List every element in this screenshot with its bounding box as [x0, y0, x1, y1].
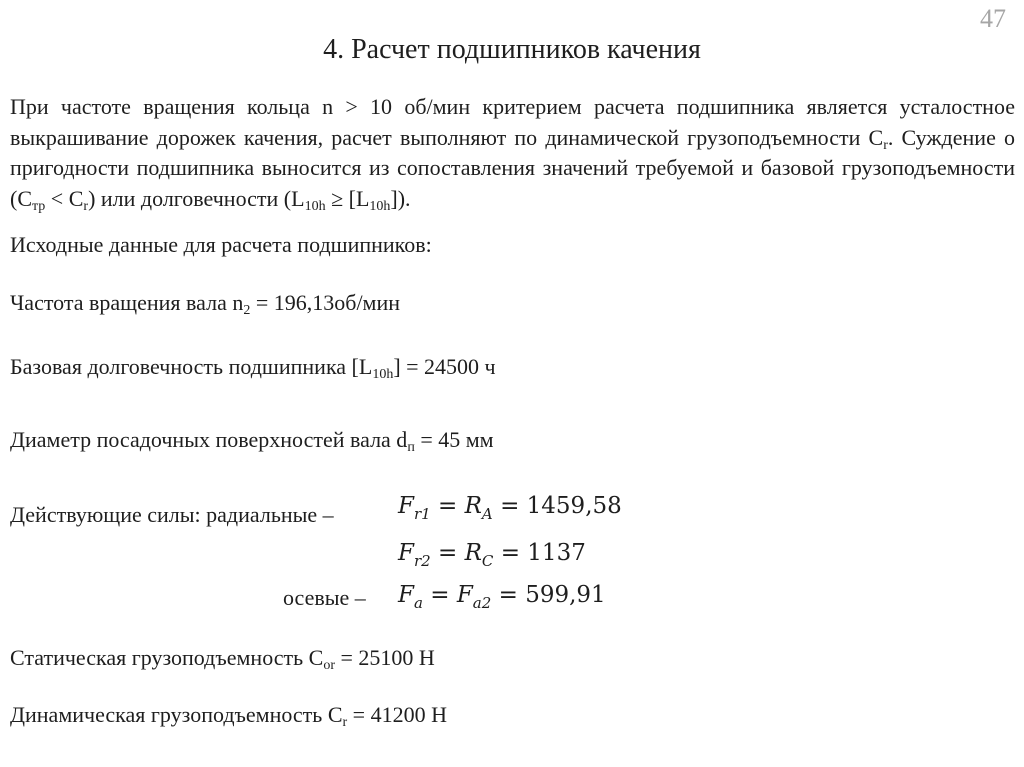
static-capacity-line: Статическая грузоподъемность $C_{or} = 25100$ Н	[10, 645, 435, 673]
page-title: 4. Расчет подшипников качения	[323, 34, 701, 65]
dynamic-capacity-line: Динамическая грузоподъемность $C_r = 41200$ Н	[10, 702, 447, 730]
formula-fr1: $F_{r1} = R_A = 1459,58$	[398, 493, 622, 523]
intro-paragraph: При частоте вращения кольца n > 10 об/мин критерием расчета подшипника является усталостное выкрашивание дорожек качения, расчет выполняют по динамической грузоподъемности $C_r$. Суждение о пригодности подшипника выносится из сопоставления значений требуемой и базовой грузоподъемности $(C_{тр} < C_r)$ или долговечности $(L_{10h} \ge [L_{10h}])$.	[10, 94, 1015, 214]
forces-axial-label: осевые –	[283, 585, 366, 610]
forces-radial-label: Действующие силы: радиальные –	[10, 502, 334, 527]
formula-fr2: $F_{r2} = R_C = 1137$	[398, 540, 586, 570]
base-life-line: Базовая долговечность подшипника $[L_{10h}] = 24500$ ч	[10, 354, 496, 382]
shaft-speed-line: Частота вращения вала $n_2 = 196,13об/мин$	[10, 290, 401, 318]
formula-fa: $F_a = F_{a2} = 599,91$	[398, 582, 606, 612]
initial-data-heading: Исходные данные для расчета подшипников:	[10, 232, 432, 257]
shaft-diameter-line: Диаметр посадочных поверхностей вала $d_п = 45$ мм	[10, 427, 494, 455]
page-number: 47	[980, 4, 1006, 33]
